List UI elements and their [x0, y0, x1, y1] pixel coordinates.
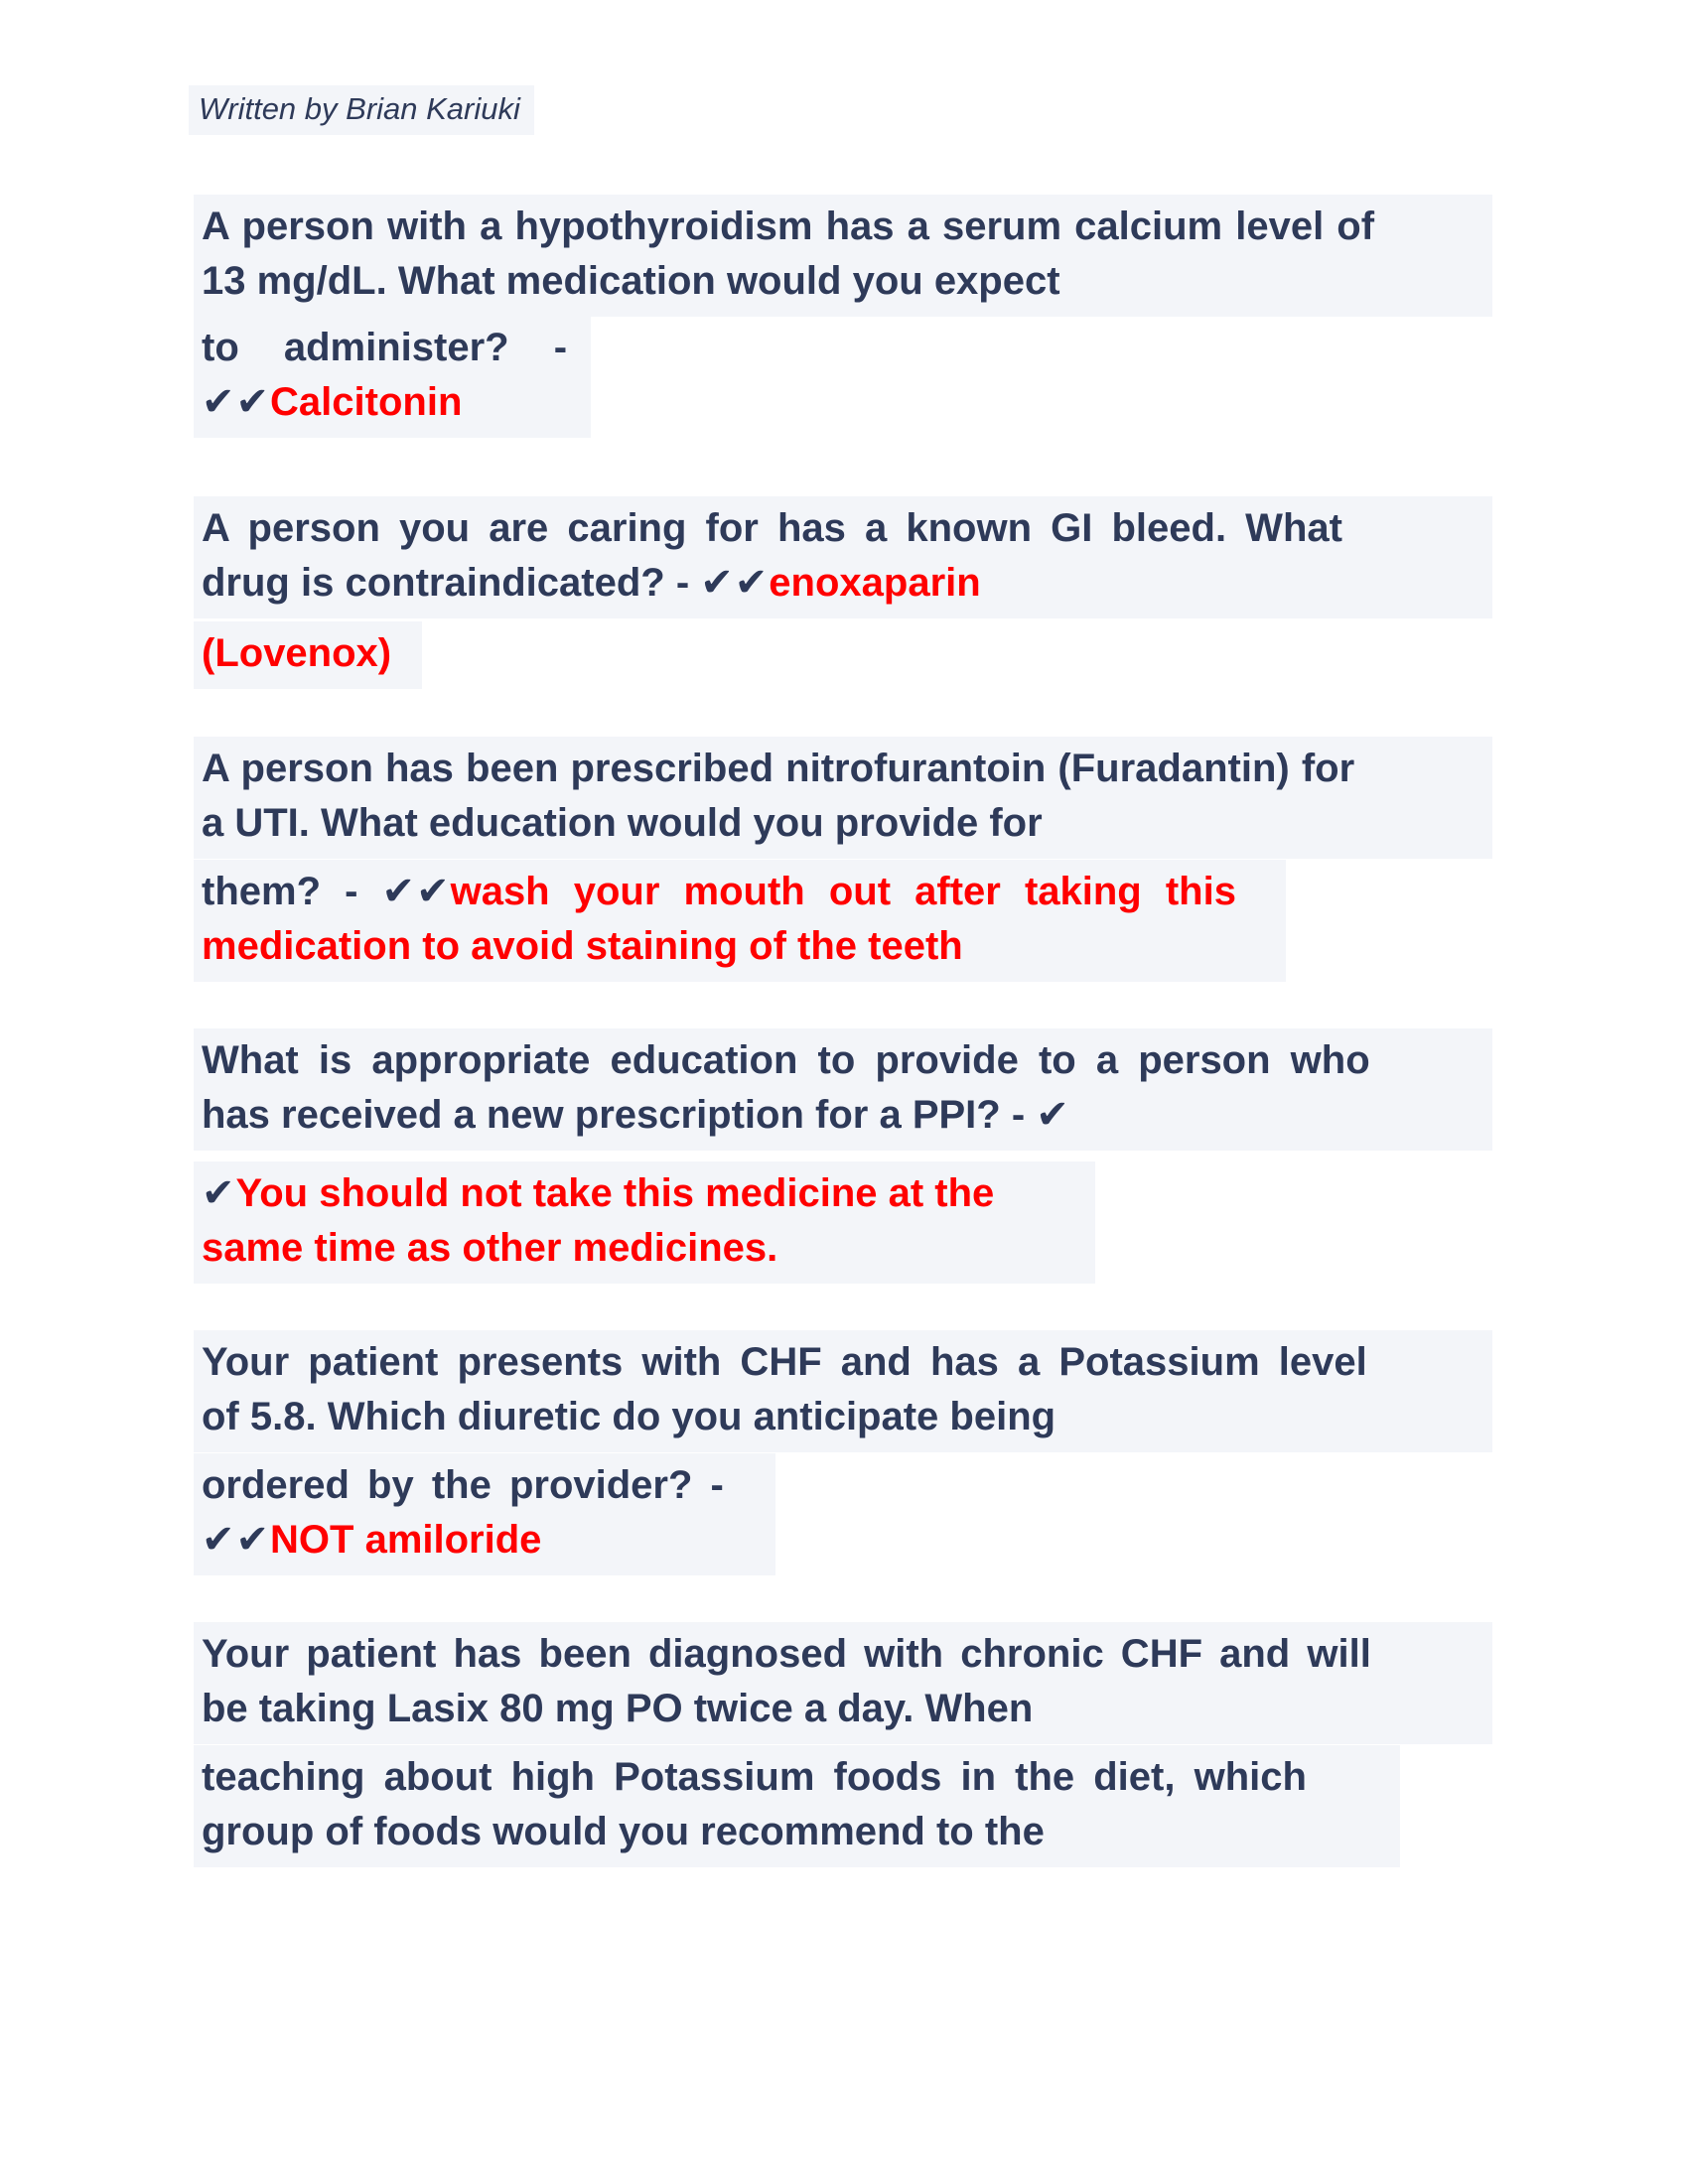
question-text: to administer? -: [202, 326, 568, 369]
qa-line: [202, 1513, 775, 1568]
question-text: What is appropriate education to provide to a person who: [202, 1038, 1370, 1082]
qa-line: [202, 1088, 1492, 1143]
answer-text: enoxaparin: [769, 561, 981, 605]
checkmark-icon: ✔✔: [381, 870, 451, 913]
question-text: A person has been prescribed nitrofurantoin (Furadantin) for: [202, 747, 1355, 790]
qa-line: [202, 1221, 1095, 1276]
question-text: them? -: [202, 870, 382, 913]
qa-paragraph-b6p1: [194, 1622, 1492, 1744]
checkmark-icon: ✔: [202, 1171, 236, 1215]
question-text: group of foods would you recommend to the: [202, 1810, 1045, 1853]
qa-line: [202, 1805, 1400, 1859]
question-text: Your patient presents with CHF and has a Potassium level: [202, 1340, 1367, 1384]
question-text: be taking Lasix 80 mg PO twice a day. When: [202, 1687, 1034, 1730]
qa-line: [202, 1390, 1492, 1444]
checkmark-icon: ✔✔: [202, 380, 271, 424]
answer-text: Calcitonin: [270, 380, 463, 424]
question-text: of 5.8. Which diuretic do you anticipate being: [202, 1395, 1056, 1438]
answer-text: wash your mouth out after taking this: [450, 870, 1236, 913]
answer-text: NOT amiloride: [270, 1518, 542, 1562]
checkmark-icon: ✔: [1036, 1093, 1070, 1137]
qa-line: [202, 1033, 1492, 1088]
qa-paragraph-b1p2: [194, 316, 591, 438]
checkmark-icon: ✔✔: [202, 1518, 271, 1562]
question-text: a UTI. What education would you provide for: [202, 801, 1043, 845]
question-text: Your patient has been diagnosed with chronic CHF and will: [202, 1632, 1371, 1676]
qa-paragraph-b6p2: [194, 1745, 1400, 1867]
qa-line: [202, 1750, 1400, 1805]
author-line: Written by Brian Kariuki: [189, 85, 534, 135]
answer-text: same time as other medicines.: [202, 1226, 778, 1270]
answer-text: You should not take this medicine at the: [235, 1171, 995, 1215]
qa-line: [202, 626, 422, 681]
qa-line: [202, 200, 1492, 254]
question-text: ordered by the provider? -: [202, 1463, 724, 1507]
qa-line: [202, 1627, 1492, 1682]
qa-line: [202, 1682, 1492, 1736]
qa-line: [202, 556, 1492, 611]
qa-paragraph-b2p2: [194, 621, 422, 689]
question-text: A person you are caring for has a known GI bleed. What: [202, 506, 1342, 550]
question-text: has received a new prescription for a PPI? -: [202, 1093, 1037, 1137]
qa-line: [202, 375, 591, 430]
question-text: A person with a hypothyroidism has a serum calcium level of: [202, 205, 1375, 248]
qa-line: [202, 501, 1492, 556]
qa-line: [202, 1166, 1095, 1221]
qa-line: [202, 742, 1492, 796]
question-text: teaching about high Potassium foods in the diet, which: [202, 1755, 1307, 1799]
qa-line: [202, 321, 591, 375]
qa-paragraph-b1p1: [194, 195, 1492, 317]
qa-paragraph-b5p1: [194, 1330, 1492, 1452]
qa-line: [202, 796, 1492, 851]
qa-line: [202, 254, 1492, 309]
qa-line: [202, 1335, 1492, 1390]
answer-text: (Lovenox): [202, 631, 392, 675]
qa-paragraph-b4p2: [194, 1161, 1095, 1284]
qa-paragraph-b4p1: [194, 1028, 1492, 1151]
question-text: 13 mg/dL. What medication would you expect: [202, 259, 1060, 303]
qa-line: [202, 865, 1286, 919]
qa-paragraph-b5p2: [194, 1453, 775, 1575]
qa-paragraph-b3p1: [194, 737, 1492, 859]
qa-paragraph-b2p1: [194, 496, 1492, 618]
question-text: drug is contraindicated? -: [202, 561, 701, 605]
checkmark-icon: ✔✔: [700, 561, 770, 605]
qa-line: [202, 1458, 775, 1513]
qa-paragraph-b3p2: [194, 860, 1286, 982]
qa-line: [202, 919, 1286, 974]
answer-text: medication to avoid staining of the teeth: [202, 924, 963, 968]
